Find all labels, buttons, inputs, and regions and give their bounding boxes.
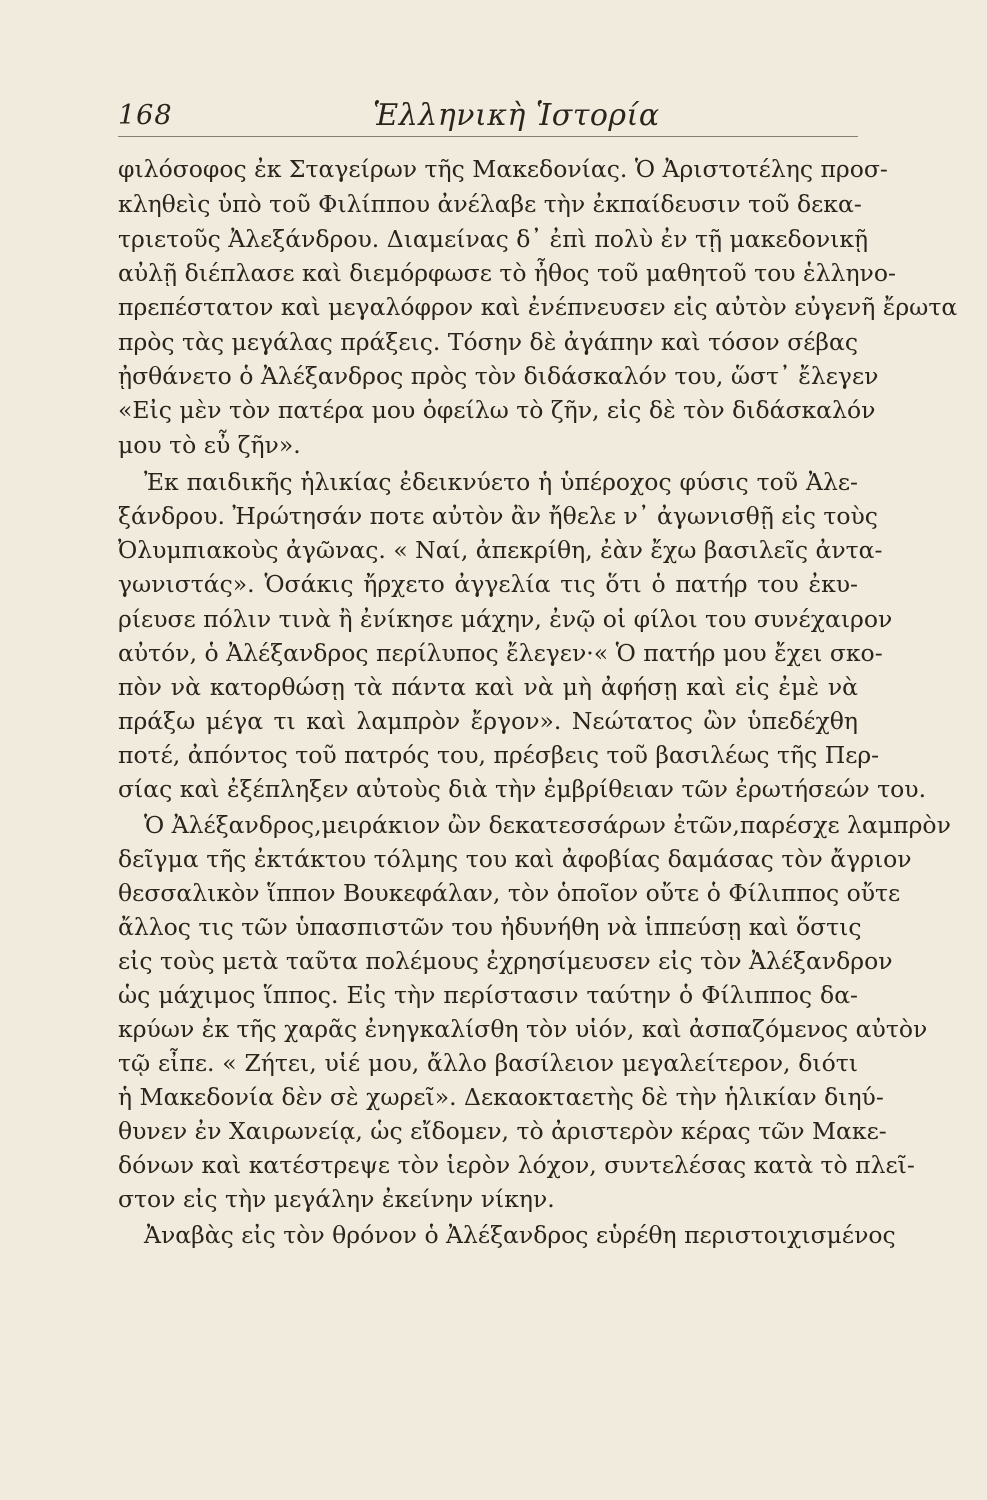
text-line: κληθεὶς ὑπὸ τοῦ Φιλίππου ἀνέλαβε τὴν ἐκπαίδευσιν τοῦ δεκα-: [118, 190, 862, 218]
text-line: μου τὸ εὖ ζῆν».: [118, 431, 301, 459]
text-line: αὐτόν, ὁ Ἀλέξανδρος περίλυπος ἔλεγεν·« Ὁ πατήρ μου ἔχει σκο-: [118, 639, 883, 667]
header-divider: [118, 136, 858, 137]
text-line: ρίευσε πόλιν τινὰ ἢ ἐνίκησε μάχην, ἐνῷ οἱ φίλοι του συνέχαιρον: [118, 605, 893, 633]
text-line: γωνιστάς». Ὁσάκις ἤρχετο ἀγγελία τις ὅτι ὁ πατήρ του ἐκυ-: [118, 570, 858, 598]
text-line: ξάνδρου. Ἠρώτησάν ποτε αὐτὸν ἂν ἤθελε ν᾽ ἀγωνισθῇ εἰς τοὺς: [118, 502, 878, 530]
text-line: ἄλλος τις τῶν ὑπασπιστῶν του ἠδυνήθη νὰ ἱππεύσῃ καὶ ὅστις: [118, 913, 862, 941]
text-line: εἰς τοὺς μετὰ ταῦτα πολέμους ἐχρησίμευσεν εἰς τὸν Ἀλέξανδρον: [118, 947, 893, 975]
text-line: πρὸς τὰς μεγάλας πράξεις. Τόσην δὲ ἀγάπην καὶ τόσον σέβας: [118, 328, 859, 356]
text-line: θεσσαλικὸν ἵππον Βουκεφάλαν, τὸν ὁποῖον οὔτε ὁ Φίλιππος οὔτε: [118, 879, 901, 907]
text-line: κρύων ἐκ τῆς χαρᾶς ἐνηγκαλίσθη τὸν υἱόν, καὶ ἀσπαζόμενος αὐτὸν: [118, 1015, 928, 1043]
text-line: δεῖγμα τῆς ἐκτάκτου τόλμης του καὶ ἀφοβίας δαμάσας τὸν ἄγριον: [118, 845, 912, 873]
text-line: ὡς μάχιμος ἵππος. Εἰς τὴν περίστασιν ταύτην ὁ Φίλιππος δα-: [118, 981, 858, 1009]
text-line: πὸν νὰ κατορθώσῃ τὰ πάντα καὶ νὰ μὴ ἀφήσῃ καὶ εἰς ἐμὲ νὰ: [118, 673, 858, 701]
text-line: σίας καὶ ἐξέπληξεν αὐτοὺς διὰ τὴν ἐμβρίθειαν τῶν ἐρωτήσεών του.: [118, 775, 927, 803]
text-line: θυνεν ἐν Χαιρωνείᾳ, ὡς εἴδομεν, τὸ ἀριστερὸν κέρας τῶν Μακε-: [118, 1117, 887, 1145]
text-line: τῷ εἶπε. « Ζήτει, υἱέ μου, ἄλλο βασίλειον μεγαλείτερον, διότι: [118, 1049, 858, 1077]
text-line: Ὀλυμπιακοὺς ἀγῶνας. « Ναί, ἀπεκρίθη, ἐὰν ἔχω βασιλεῖς ἀντα-: [118, 536, 883, 564]
running-title: Ἑλληνικὴ Ἱστορία: [373, 98, 660, 133]
text-line: πρεπέστατον καὶ μεγαλόφρον καὶ ἐνέπνευσεν εἰς αὐτὸν εὐγενῆ ἔρωτα: [118, 293, 958, 321]
text-line: Ὁ Ἀλέξανδρος,μειράκιον ὢν δεκατεσσάρων ἐτῶν,παρέσχε λαμπρὸν: [144, 811, 951, 839]
page-header: [118, 100, 858, 140]
text-line: τριετοῦς Ἀλεξάνδρου. Διαμείνας δ᾽ ἐπὶ πολὺ ἐν τῇ μακεδονικῇ: [118, 225, 869, 253]
text-line: ποτέ, ἀπόντος τοῦ πατρός του, πρέσβεις τοῦ βασιλέως τῆς Περ-: [118, 741, 880, 769]
text-line: «Εἰς μὲν τὸν πατέρα μου ὀφείλω τὸ ζῆν, εἰς δὲ τὸν διδάσκαλόν: [118, 396, 876, 424]
page-number: 168: [118, 100, 173, 131]
text-line: ᾐσθάνετο ὁ Ἀλέξανδρος πρὸς τὸν διδάσκαλόν του, ὥστ᾽ ἔλεγεν: [118, 362, 879, 390]
text-line: δόνων καὶ κατέστρεψε τὸν ἱερὸν λόχον, συντελέσας κατὰ τὸ πλεῖ-: [118, 1151, 915, 1179]
text-line: ἡ Μακεδονία δὲν σὲ χωρεῖ». Δεκαοκταετὴς δὲ τὴν ἡλικίαν διηύ-: [118, 1083, 884, 1111]
text-line: Ἐκ παιδικῆς ἡλικίας ἐδεικνύετο ἡ ὑπέροχος φύσις τοῦ Ἀλε-: [144, 468, 858, 496]
text-line: Ἀναβὰς εἰς τὸν θρόνον ὁ Ἀλέξανδρος εὑρέθη περιστοιχισμένος: [144, 1221, 896, 1249]
text-line: στον εἰς τὴν μεγάλην ἐκείνην νίκην.: [118, 1185, 555, 1213]
text-line: φιλόσοφος ἐκ Σταγείρων τῆς Μακεδονίας. Ὁ Ἀριστοτέλης προσ-: [118, 155, 888, 183]
text-line: πράξω μέγα τι καὶ λαμπρὸν ἔργον». Νεώτατος ὢν ὑπεδέχθη: [118, 707, 858, 735]
text-line: αὐλῇ διέπλασε καὶ διεμόρφωσε τὸ ἦθος τοῦ μαθητοῦ του ἑλληνο-: [118, 259, 896, 287]
